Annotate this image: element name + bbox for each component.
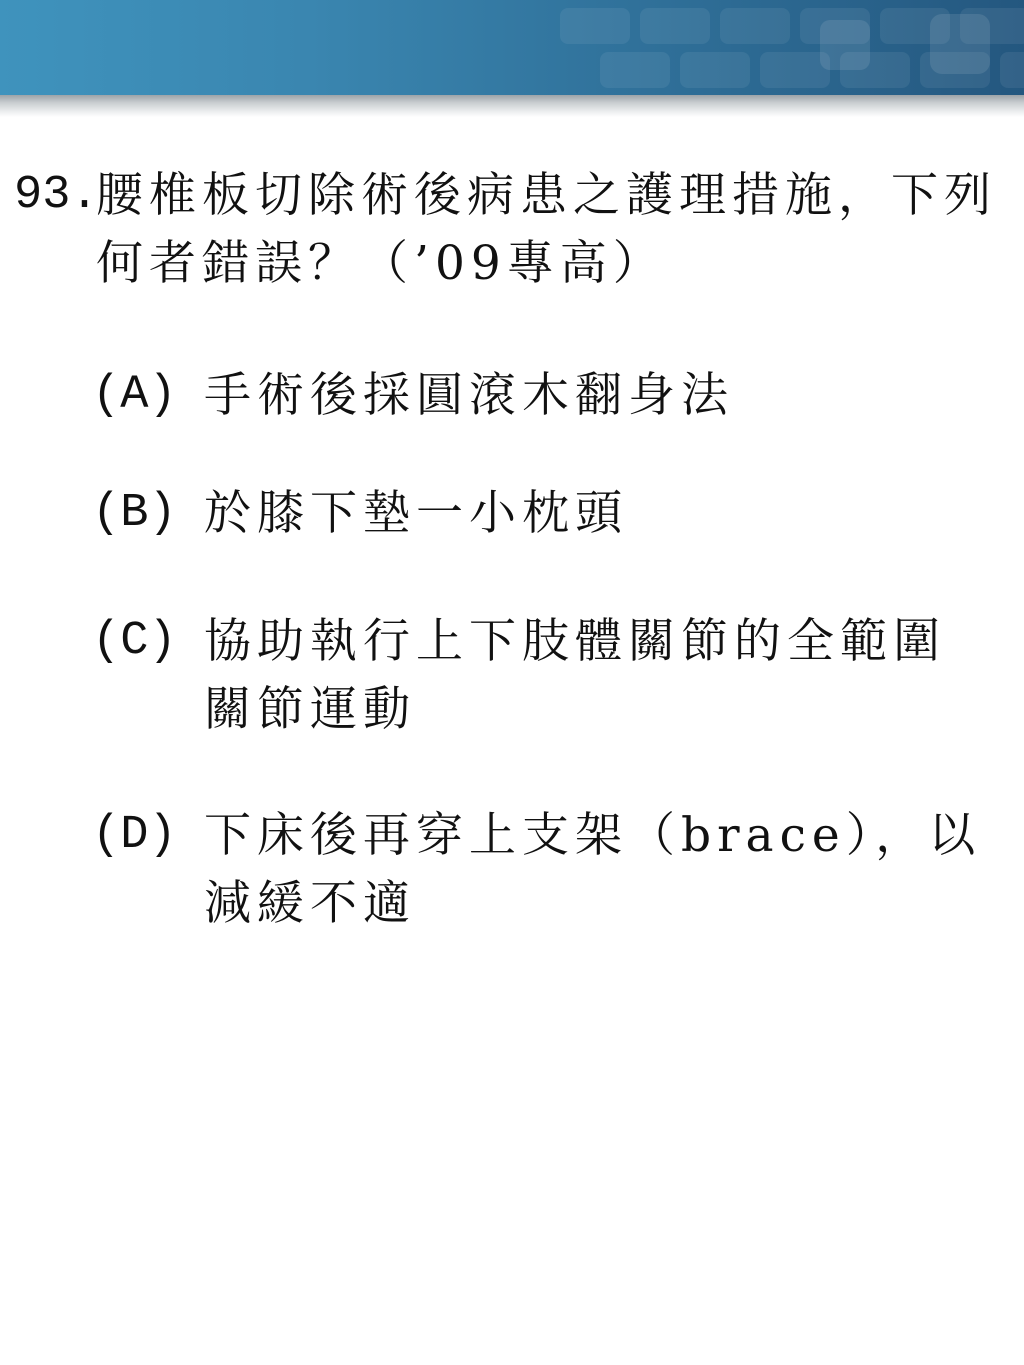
option-d-text: 下床後再穿上支架（brace），以減緩不適 [204,808,982,931]
question-number: 93. [14,169,99,222]
option-c-text: 協助執行上下肢體關節的全範圍關節運動 [204,614,946,737]
header-shadow [0,95,1024,117]
option-c-letter: (C) [92,615,177,668]
option-d-letter: (D) [92,809,177,862]
header-banner [0,0,1024,95]
option-a-letter: (A) [92,369,177,422]
option-a-text: 手術後採圓滾木翻身法 [204,368,734,423]
option-b-text: 於膝下墊一小枕頭 [204,486,628,541]
header-tile-pattern [0,0,1024,95]
question-text: 腰椎板切除術後病患之護理措施，下列何者錯誤？（’09專高） [96,168,997,291]
option-b-letter: (B) [92,487,177,540]
